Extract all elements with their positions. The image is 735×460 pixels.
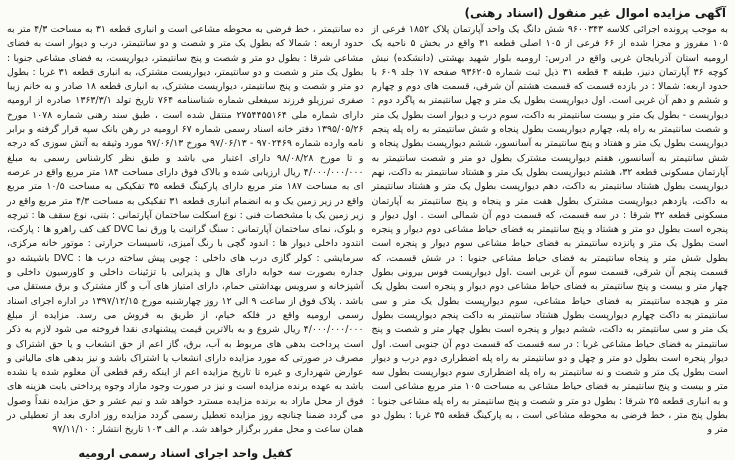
left-column [7, 23, 364, 460]
left-column-text: ده سانتیمتر ، خط فرضی به محوطه مشاعی است و انباری قطعه ۳۱ به مساحت ۴/۳ متر به حدود اربعه : شمالا که بطول یک متر و شصت و دو سانتیمتر، درب و دیوار است به فضای مشاعی شرقا : بطول دو متر و شصت و پنج سانتیمتر، دیواریست، به فضای مشاعی جنوبا : بطول یک متر و شصت و دو سانتیمتر، دیواریست مشترک، به انباری قطعه ۳۱ غربا : بطول دو متر و شصت و پنج سانتیمتر، دیواریست مشترک، به انباری قطعه ۱۸ صادر و به خانم زیبا صفری تبرزیلو فرزند سیفعلی شماره شناسنامه ۷۶۴ تاریخ تولد ۱۳۶۳/۳/۱ صادره از ارومیه دارای شماره ملی ۲۷۵۴۴۵۵۱۶۴ منتقل شده است ، طبق سند رهنی شماره ۱۰۷۸ مورخ ۱۳۹۵/۰۵/۲۶ دفتر خانه اسناد رسمی شماره ۶۷ ارومیه در رهن بانک سپه قرار گرفته و برابر نامه وارده شماره ۹۷۰۲۴۶۹ - ۹۷/۰۶/۱۳ مورخ ۹۷/۰۶/۱۳ مورد وثیقه به آتش سوزی که درجه و تا مورخ ۹۸/۰۸/۲۸ دارای اعتبار می باشد و طبق نظر کارشناس رسمی به مبلغ ۴/۰۰۰/۰۰۰/۰۰۰ ریال ارزیابی شده و بالاک فوق دارای مساحت ۱۸۴ متر مربع واقع در عرصه ای به مساحت ۱۸۷ متر مربع دارای پارکینگ قطعه ۳۵ تفکیکی به مساحت ۱۰/۵ متر مربع واقع در زیر زمین یک و به انضمام انباری قطعه ۳۱ تفکیکی به مساحت ۴/۳ متر مربع واقع در زیر زمین یک با مشخصات فنی : نوع اسکلت ساختمان آپارتمانی : بتنی، نوع سقف ها : تیرچه و بلوک، نمای ساختمان آپارتمانی : سنگ گرانیت یا ورق نما DVC کف کف راهرو ها : پارکت، انتدود داخلی دیوار ها : اندود گچی با رنگ آمیزی، تاسیسات حرارتی : موتور خانه مرکزی، سرمایشی : کولر گازی درب های داخلی : چوبی پیش ساخته درب ها : DVC باشیشه دو جداره بصورت سه خوابه دارای هال و پذیرایی با تزئینات داخلی و کاورسیون داخلی و آشپزخانه و سرویس بهداشتی حمام، دارای امتیاز های آب و گاز مشترک و برق مستقل می باشد . پلاک فوق از ساعت ۹ الی ۱۲ روز چهارشنبه مورخ ۱۳۹۷/۱۲/۱۵ در اداره اجرای اسناد رسمی ارومیه واقع در فلکه خیام، از طریق به فروش می رسد. مزایده از مبلغ ۴/۰۰۰/۰۰۰/۰۰۰ ریال شروع و به بالاترین قیمت پیشنهادی نقدا فروخته می شود لازم به ذکر است پرداخت بدهی های مربوط به آب، برق، گاز اعم از حق انشعاب و یا حق اشتراک و مصرف در صورتی که مورد مزایده دارای انشعاب یا اشتراک باشد و نیز بدهی های مالیاتی و عوارض شهرداری و غیره تا تاریخ مزایده اعم از اینکه رقم قطعی آن معلوم شده یا نشده باشد به عهده برنده مزایده است و نیز در صورت وجود مازاد وجوه پرداختی بابت هزینه های فوق از محل مازاد به برنده مزایده مسترد خواهد شد و نیم عشر و حق مزایده نقداً وصول می گردد ضمنا چنانچه روز مزایده تعطیل رسمی گردد مزایده روز اداری بعد از تعطیلی در همان ساعت و محل مقرر برگزار خواهد شد. م الف ۱۰۳ تاریخ انتشار : ۹۷/۱۱/۱۰ [7, 24, 364, 436]
notice-columns [7, 23, 729, 460]
right-column-text: به موجب پرونده اجرائی کلاسه ۹۶۰۰۳۴۳ شش دانگ یک واحد آپارتمان پلاک ۱۸۵۲ فرعی از ۱۰۵ مفروز و مجزا شده از ۶۶ فرعی از ۱۰۵ اصلی قطعه ۳۱ واقع در بخش ۵ ناحیه یک ارومیه استان آذربایجان غربی واقع در ادرس: ارومیه بلوار شهید بهشتی (دانشکده) نبش کوچه ۳۶ آپارتمان دنیز، طبقه ۴ قطعه ۳۱ ذیل ثبت شماره ۹۳۶۲۰۵ صفحه ۱۷ جلد ۶۰۹ با حدود اربعه: شمالا : در بازده قسمت که قسمت هشتم آن شرقی، قسمت های دوم و چهارم و ششم و دهم آن غربی است. اول دیوارپست بطول یک متر و چهل سانتیمتر به پاگرد دوم : دیواریست - بطول یک متر و بیست سانتیمتر به داکت، سوم درب و دیوار است بطول یک متر و شصت سانتیمتر به راه پله، چهارم دیواریست بطول پنجاه و شش سانتیمتر به راه پله پنجم دیوارپست بطول یک متر و هفتاد و پنج سانتیمتر به آسانسور، ششم دیوارپست بطول پنجاه و شش سانتیمتر به آسانسور، هفتم دیوارپست مشترک بطول دو متر و شصت سانتیمتر به آپارتمان مسکونی قطعه ۳۲، هشتم دیوارپست بطول یک متر و هشتاد سانتیمتر به داکت، نهم دیوارپست بطول هشتاد سانتیمتر به داکت، دهم دیوارپست بطول یک متر و هشتاد سانتیمتر به داکت، یازدهم دیوارپست مشترک بطول هفت متر و پنجاه و پنج سانتیمتر به آپارتمان مسکونی قطعه ۳۲ شرقا : در سه قسمت، که قسمت دوم آن شمالی است . اول دیوار و پنجره است بطول دو متر و هشتاد و پنج سانتیمتر به فضای حیاط مشاعی دوم دیوار و پنجره است بطول یک متر و پانزده سانتیمتر به فضای حیاط مشاعی سوم دیوار و پنجره است بطول شش متر و پنجاه سانتیمتر به فضای حیاط مشاعی جنوبا : در شش قسمت، که قسمت پنجم آن شرقی، قسمت سوم آن غربی است .اول دیوارپست فوس بیرونی بطول چهار متر و بیست و پنج سانتیمتر به فضای حیاط مشاعی دوم دیوار و پنجره است بطول یک متر و هیجده سانتیمتر به فضای حیاط مشاعی، سوم دیوارپست بطول یک متر و سی سانتیمتر به داکت چهارم دیوارپست بطول هشتاد سانتیمتر به داکت پنجم دیوارپست بطول یک متر و سی سانتیمتر به داکت، ششم دیوار و پنجره است بطول چهار متر و شصت و پنج سانتیمتر به فضای حیاط مشاعی غربا : در سه قسمت که قسمت دوم آن جنوبی است. اول دیوار پنجره است بطول دو متر و چهل و دو سانتیمتر به راه پله اضطراری دوم درب و دیوار است بطول یک متر و شصت و نه سانتیمتر به راه پله اضطراری سوم دیوارپست بطول سه متر و بیست و پنج سانتیمتر به فضای حیاط مشاعی به مساحت ۱۰۵ متر مربع مشاعی است و به انباری قطعه ۲۵ شرقا : بطول دو متر و شصت و پنج سانتیمتر به راه پله مشاعی جنوبا : بطول پنج متر ، خط فرضی به محوطه مشاعی است ، به پارکینگ قطعه ۳۵ غربا : بطول دو متر و [371, 24, 729, 436]
notice-title: آگهی مزایده اموال غیر منقول (اسناد رهنی) [464, 6, 726, 20]
signature: کفیل واحد اجرای اسناد رسمی ارومیه [78, 445, 293, 460]
right-column [372, 23, 729, 441]
